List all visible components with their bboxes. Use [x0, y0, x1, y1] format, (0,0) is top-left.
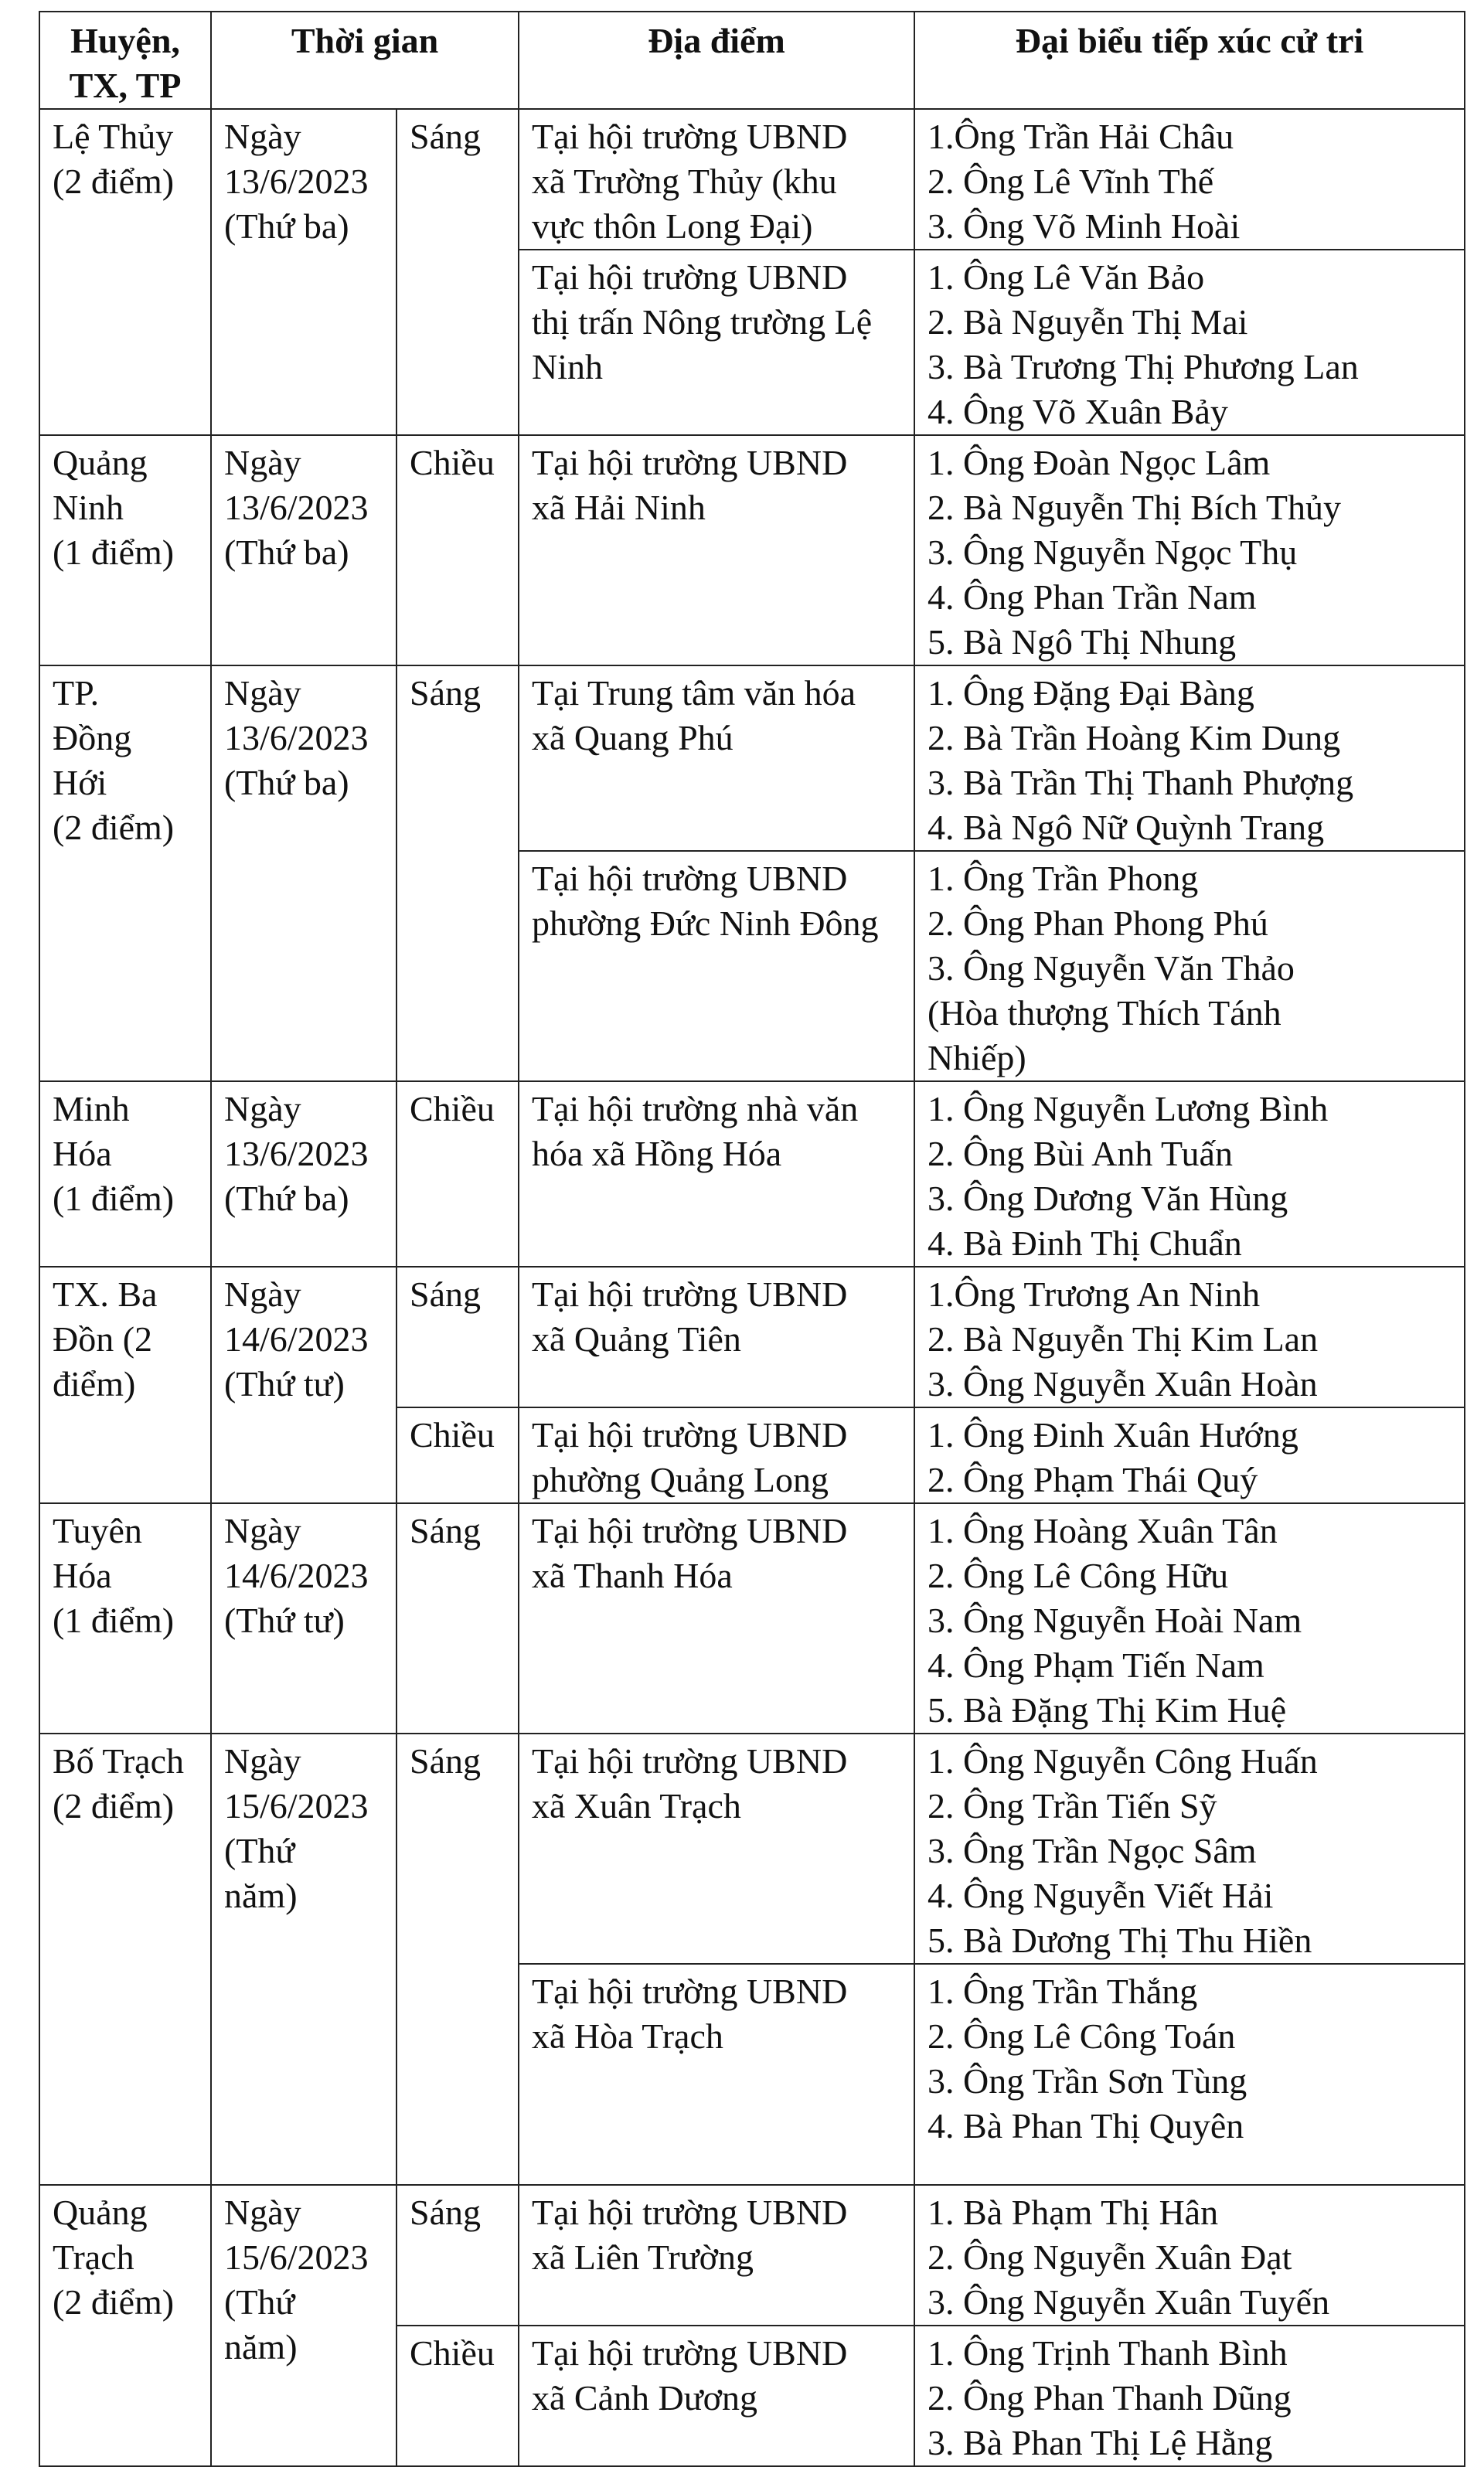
delegate-line: 4. Ông Phạm Tiến Nam — [928, 1645, 1264, 1685]
delegates-cell — [914, 250, 1465, 435]
table-row — [39, 665, 1465, 851]
place-cell — [519, 665, 914, 851]
delegate-line: 2. Ông Lê Vĩnh Thế — [928, 162, 1214, 201]
delegate-line: 2. Ông Nguyễn Xuân Đạt — [928, 2237, 1292, 2277]
district-line: Tuyên — [53, 1511, 142, 1550]
header-district — [39, 12, 211, 109]
place-cell — [519, 1267, 914, 1407]
place-line: Tại hội trường UBND — [532, 1511, 848, 1550]
district-line: TX. Ba — [53, 1274, 158, 1314]
delegate-line: 1. Ông Lê Văn Bảo — [928, 257, 1205, 297]
district-line: điểm) — [53, 1364, 136, 1404]
session-cell — [397, 435, 519, 665]
delegate-line: Nhiếp) — [928, 1038, 1026, 1077]
table-row — [39, 1734, 1465, 1964]
session-label: Chiều — [410, 1415, 495, 1455]
date-line: (Thứ ba) — [224, 1179, 349, 1218]
delegates-cell — [914, 1267, 1465, 1407]
table-row — [39, 1081, 1465, 1267]
delegate-line: 2. Ông Phan Thanh Dũng — [928, 2378, 1292, 2418]
date-line: Ngày — [224, 1274, 301, 1314]
place-cell — [519, 1081, 914, 1267]
delegate-line: 3. Bà Trương Thị Phương Lan — [928, 347, 1359, 386]
date-line: (Thứ tư) — [224, 1601, 345, 1640]
table-body — [39, 109, 1465, 2466]
delegate-line: 1.Ông Trần Hải Châu — [928, 117, 1234, 156]
place-cell — [519, 851, 914, 1081]
delegate-line: 4. Ông Phan Trần Nam — [928, 577, 1257, 617]
session-label: Sáng — [410, 1274, 481, 1314]
place-cell — [519, 109, 914, 250]
place-cell — [519, 1734, 914, 1964]
place-line: Tại hội trường UBND — [532, 1274, 848, 1314]
date-cell — [211, 665, 397, 1081]
header-delegates — [914, 12, 1465, 109]
delegate-line: 1. Ông Hoàng Xuân Tân — [928, 1511, 1278, 1550]
table-row — [39, 1503, 1465, 1734]
table-row — [39, 109, 1465, 250]
date-line: 13/6/2023 — [224, 718, 369, 757]
date-line: Ngày — [224, 1089, 301, 1128]
table-row — [39, 1267, 1465, 1407]
delegates-cell — [914, 1081, 1465, 1267]
district-line: Bố Trạch — [53, 1741, 184, 1781]
date-line: (Thứ — [224, 2282, 295, 2322]
session-label: Chiều — [410, 1089, 495, 1128]
delegates-cell — [914, 2326, 1465, 2466]
place-line: Tại Trung tâm văn hóa — [532, 673, 856, 713]
date-line: 14/6/2023 — [224, 1319, 369, 1359]
table-row — [39, 2185, 1465, 2326]
delegate-line: 1. Ông Nguyễn Lương Bình — [928, 1089, 1329, 1128]
delegate-line: 1. Ông Trần Thắng — [928, 1972, 1198, 2011]
district-line: Lệ Thủy — [53, 117, 174, 156]
delegate-line: 2. Bà Nguyễn Thị Kim Lan — [928, 1319, 1319, 1359]
place-line: xã Trường Thủy (khu — [532, 162, 837, 201]
district-line: TP. — [53, 673, 100, 713]
delegate-line: 2. Bà Nguyễn Thị Bích Thủy — [928, 488, 1341, 527]
district-cell — [39, 109, 211, 435]
district-cell — [39, 1734, 211, 2185]
delegate-line: 1. Ông Đặng Đại Bàng — [928, 673, 1254, 713]
place-line: Tại hội trường UBND — [532, 1415, 848, 1455]
delegates-cell — [914, 665, 1465, 851]
place-line: Tại hội trường UBND — [532, 443, 848, 482]
district-line: Quảng — [53, 2193, 148, 2232]
district-cell — [39, 1081, 211, 1267]
date-line: Ngày — [224, 673, 301, 713]
district-line: Ninh — [53, 488, 124, 527]
date-cell — [211, 1081, 397, 1267]
date-cell — [211, 1734, 397, 2185]
session-label: Sáng — [410, 1511, 481, 1550]
session-cell — [397, 1267, 519, 1407]
date-line: Ngày — [224, 2193, 301, 2232]
delegate-line: 5. Bà Ngô Thị Nhung — [928, 622, 1237, 662]
session-cell — [397, 1734, 519, 2185]
delegate-line: 2. Ông Lê Công Hữu — [928, 1556, 1229, 1595]
place-cell — [519, 2326, 914, 2466]
header-place — [519, 12, 914, 109]
district-line: (1 điểm) — [53, 533, 175, 572]
place-line: Tại hội trường UBND — [532, 257, 848, 297]
place-cell — [519, 1503, 914, 1734]
delegate-line: 5. Bà Dương Thị Thu Hiền — [928, 1921, 1312, 1960]
delegates-cell — [914, 2185, 1465, 2326]
table-row — [39, 435, 1465, 665]
date-line: 15/6/2023 — [224, 1786, 369, 1826]
place-line: xã Quang Phú — [532, 718, 733, 757]
delegate-line: 1. Ông Trịnh Thanh Bình — [928, 2333, 1288, 2373]
delegate-line: 3. Ông Võ Minh Hoài — [928, 206, 1241, 246]
delegate-line: 2. Ông Trần Tiến Sỹ — [928, 1786, 1217, 1826]
district-line: (2 điểm) — [53, 2282, 175, 2322]
district-line: Trạch — [53, 2237, 134, 2277]
session-label: Sáng — [410, 673, 481, 713]
place-cell — [519, 1964, 914, 2185]
date-cell — [211, 2185, 397, 2466]
delegate-line: 4. Ông Nguyễn Viết Hải — [928, 1876, 1274, 1915]
session-cell — [397, 1407, 519, 1503]
header-time — [211, 12, 519, 109]
date-line: Ngày — [224, 1511, 301, 1550]
date-cell — [211, 1503, 397, 1734]
delegates-cell — [914, 851, 1465, 1081]
district-cell — [39, 435, 211, 665]
delegate-line: (Hòa thượng Thích Tánh — [928, 993, 1281, 1033]
delegates-cell — [914, 109, 1465, 250]
date-line: (Thứ tư) — [224, 1364, 345, 1404]
date-line: năm) — [224, 1876, 298, 1915]
delegates-cell — [914, 1503, 1465, 1734]
delegate-line: 4. Bà Đinh Thị Chuẩn — [928, 1223, 1242, 1263]
district-line: Hóa — [53, 1556, 112, 1595]
header-district-line-2: TX, TP — [69, 66, 182, 105]
district-line: Hới — [53, 763, 107, 802]
header-district-line-1: Huyện, — [70, 21, 180, 60]
delegate-line: 1. Ông Trần Phong — [928, 859, 1199, 898]
session-cell — [397, 2326, 519, 2466]
delegate-line: 3. Bà Phan Thị Lệ Hằng — [928, 2423, 1273, 2462]
date-line: 13/6/2023 — [224, 1134, 369, 1173]
district-cell — [39, 1503, 211, 1734]
place-line: thị trấn Nông trường Lệ — [532, 302, 873, 342]
header-delegates-label: Đại biểu tiếp xúc cử tri — [1015, 21, 1364, 60]
district-line: Minh — [53, 1089, 130, 1128]
date-cell — [211, 435, 397, 665]
place-line: xã Xuân Trạch — [532, 1786, 741, 1826]
delegate-line: 1. Ông Đinh Xuân Hướng — [928, 1415, 1298, 1455]
district-cell — [39, 1267, 211, 1503]
delegate-line: 3. Ông Nguyễn Hoài Nam — [928, 1601, 1302, 1640]
delegate-line: 3. Ông Trần Ngọc Sâm — [928, 1831, 1257, 1870]
delegate-line: 5. Bà Đặng Thị Kim Huệ — [928, 1690, 1287, 1730]
date-line: Ngày — [224, 117, 301, 156]
delegates-cell — [914, 1734, 1465, 1964]
place-line: xã Hải Ninh — [532, 488, 706, 527]
place-line: Tại hội trường UBND — [532, 1741, 848, 1781]
delegate-line: 2. Ông Phạm Thái Quý — [928, 1460, 1258, 1499]
date-line: (Thứ ba) — [224, 206, 349, 246]
place-line: Tại hội trường UBND — [532, 2333, 848, 2373]
date-line: 13/6/2023 — [224, 488, 369, 527]
delegate-line: 3. Ông Dương Văn Hùng — [928, 1179, 1288, 1218]
delegate-line: 3. Ông Nguyễn Xuân Hoàn — [928, 1364, 1318, 1404]
district-line: Quảng — [53, 443, 148, 482]
place-line: phường Đức Ninh Đông — [532, 903, 879, 943]
session-cell — [397, 1081, 519, 1267]
district-line: Hóa — [53, 1134, 112, 1173]
place-cell — [519, 2185, 914, 2326]
place-line: Tại hội trường UBND — [532, 1972, 848, 2011]
district-line: (2 điểm) — [53, 808, 175, 847]
date-line: 15/6/2023 — [224, 2237, 369, 2277]
session-cell — [397, 2185, 519, 2326]
delegate-line: 2. Ông Lê Công Toán — [928, 2016, 1236, 2056]
delegate-line: 1. Ông Nguyễn Công Huấn — [928, 1741, 1318, 1781]
place-line: Tại hội trường UBND — [532, 859, 848, 898]
header-place-label: Địa điểm — [648, 21, 785, 60]
delegate-line: 3. Ông Nguyễn Xuân Tuyến — [928, 2282, 1330, 2322]
header-time-label: Thời gian — [291, 21, 439, 60]
district-line: (2 điểm) — [53, 162, 175, 201]
place-line: xã Quảng Tiên — [532, 1319, 741, 1359]
delegate-line: 1.Ông Trương An Ninh — [928, 1274, 1261, 1314]
district-line: (1 điểm) — [53, 1179, 175, 1218]
session-cell — [397, 1503, 519, 1734]
session-label: Sáng — [410, 117, 481, 156]
delegate-line: 3. Bà Trần Thị Thanh Phượng — [928, 763, 1354, 802]
place-cell — [519, 1407, 914, 1503]
district-cell — [39, 2185, 211, 2466]
delegate-line: 1. Ông Đoàn Ngọc Lâm — [928, 443, 1271, 482]
session-cell — [397, 109, 519, 435]
district-cell — [39, 665, 211, 1081]
date-line: 13/6/2023 — [224, 162, 369, 201]
delegate-line: 4. Bà Phan Thị Quyên — [928, 2106, 1244, 2145]
session-label: Sáng — [410, 1741, 481, 1781]
district-line: (1 điểm) — [53, 1601, 175, 1640]
delegate-line: 2. Bà Nguyễn Thị Mai — [928, 302, 1248, 342]
date-cell — [211, 1267, 397, 1503]
date-line: Ngày — [224, 1741, 301, 1781]
delegates-cell — [914, 435, 1465, 665]
date-line: (Thứ ba) — [224, 763, 349, 802]
session-cell — [397, 665, 519, 1081]
delegate-line: 2. Ông Bùi Anh Tuấn — [928, 1134, 1233, 1173]
date-line: 14/6/2023 — [224, 1556, 369, 1595]
session-label: Chiều — [410, 443, 495, 482]
delegate-line: 4. Bà Ngô Nữ Quỳnh Trang — [928, 808, 1325, 847]
session-label: Sáng — [410, 2193, 481, 2232]
place-line: Ninh — [532, 347, 604, 386]
date-line: năm) — [224, 2327, 298, 2367]
place-line: phường Quảng Long — [532, 1460, 829, 1499]
session-label: Chiều — [410, 2333, 495, 2373]
date-line: (Thứ ba) — [224, 533, 349, 572]
delegate-line: 3. Ông Trần Sơn Tùng — [928, 2061, 1247, 2101]
header-row — [39, 12, 1465, 109]
district-line: (2 điểm) — [53, 1786, 175, 1826]
place-cell — [519, 435, 914, 665]
date-line: (Thứ — [224, 1831, 295, 1870]
district-line: Đồn (2 — [53, 1319, 153, 1359]
delegates-cell — [914, 1407, 1465, 1503]
district-line: Đồng — [53, 718, 132, 757]
place-line: vực thôn Long Đại) — [532, 206, 813, 246]
place-cell — [519, 250, 914, 435]
delegate-line: 2. Bà Trần Hoàng Kim Dung — [928, 718, 1341, 757]
place-line: xã Liên Trường — [532, 2237, 754, 2277]
place-line: xã Hòa Trạch — [532, 2016, 723, 2056]
schedule-table — [39, 11, 1465, 2467]
place-line: Tại hội trường UBND — [532, 117, 848, 156]
date-cell — [211, 109, 397, 435]
delegate-line: 2. Ông Phan Phong Phú — [928, 903, 1268, 943]
delegate-line: 4. Ông Võ Xuân Bảy — [928, 392, 1228, 431]
delegate-line: 3. Ông Nguyễn Ngọc Thụ — [928, 533, 1298, 572]
delegate-line: 1. Bà Phạm Thị Hân — [928, 2193, 1219, 2232]
place-line: xã Cảnh Dương — [532, 2378, 758, 2418]
delegates-cell — [914, 1964, 1465, 2185]
place-line: xã Thanh Hóa — [532, 1556, 733, 1595]
place-line: hóa xã Hồng Hóa — [532, 1134, 782, 1173]
delegate-line: 3. Ông Nguyễn Văn Thảo — [928, 948, 1295, 988]
place-line: Tại hội trường nhà văn — [532, 1089, 859, 1128]
place-line: Tại hội trường UBND — [532, 2193, 848, 2232]
date-line: Ngày — [224, 443, 301, 482]
